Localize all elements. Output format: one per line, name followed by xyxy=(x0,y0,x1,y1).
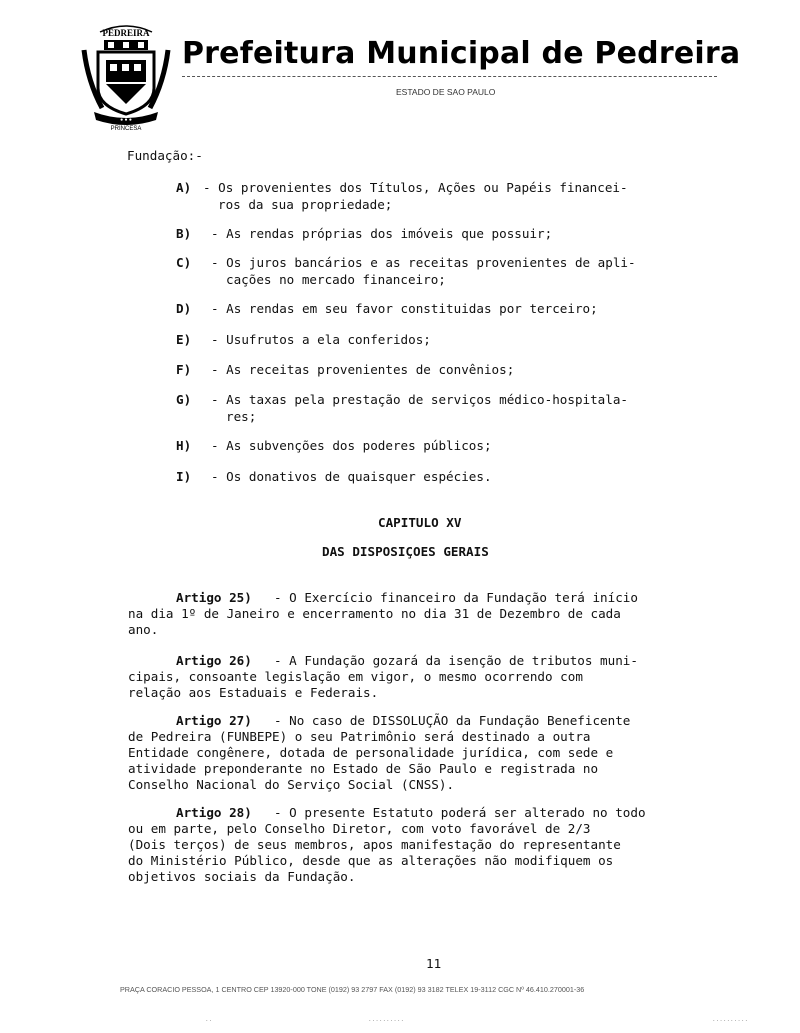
item-letter: E) xyxy=(176,332,192,347)
article-label: Artigo 27) xyxy=(176,713,252,728)
svg-text:● ● ●: ● ● ● xyxy=(120,117,132,123)
article-text: cipais, consoante legislação em vigor, o mesmo ocorrendo com xyxy=(128,669,583,684)
article-text: Conselho Nacional do Serviço Social (CNSS). xyxy=(128,777,455,792)
item-text: res; xyxy=(226,409,257,424)
header-divider xyxy=(182,76,717,77)
article-text: ou em parte, pelo Conselho Diretor, com voto favorável de 2/3 xyxy=(128,821,591,836)
article-text: na dia 1º de Janeiro e encerramento no dia 31 de Dezembro de cada xyxy=(128,606,621,621)
article-label: Artigo 28) xyxy=(176,805,252,820)
scan-mark: .......... xyxy=(712,1016,749,1023)
scan-mark: .. xyxy=(205,1016,213,1023)
item-text: - Os provenientes dos Títulos, Ações ou Papéis financei- xyxy=(203,180,628,195)
item-text: - As subvenções dos poderes públicos; xyxy=(211,438,492,453)
item-letter: B) xyxy=(176,226,192,241)
article-text: ano. xyxy=(128,622,159,637)
item-letter: G) xyxy=(176,392,192,407)
municipal-crest-icon xyxy=(80,22,172,132)
item-letter: D) xyxy=(176,301,192,316)
article-label: Artigo 26) xyxy=(176,653,252,668)
item-letter: C) xyxy=(176,255,192,270)
item-text: - Os donativos de quaisquer espécies. xyxy=(211,469,492,484)
article-text: - O Exercício financeiro da Fundação terá início xyxy=(274,590,638,605)
item-text: - Os juros bancários e as receitas provenientes de apli- xyxy=(211,255,636,270)
article-text: do Ministério Público, desde que as alterações não modifiquem os xyxy=(128,853,614,868)
page-number: 11 xyxy=(426,956,442,971)
article-text: atividade preponderante no Estado de São Paulo e registrada no xyxy=(128,761,599,776)
item-letter: A) xyxy=(176,180,192,195)
item-letter: I) xyxy=(176,469,192,484)
state-subtitle: ESTADO DE SAO PAULO xyxy=(396,87,496,97)
scan-mark: .......... xyxy=(368,1016,405,1023)
crest-motto: PEDREIRA xyxy=(102,28,150,38)
article-text: (Dois terços) de seus membros, apos manifestação do representante xyxy=(128,837,621,852)
page-title: Prefeitura Municipal de Pedreira xyxy=(182,36,741,71)
intro-text: Fundação:- xyxy=(127,148,203,163)
crest-banner: PRINCESA xyxy=(110,126,142,132)
item-text: cações no mercado financeiro; xyxy=(226,272,446,287)
article-text: Entidade congênere, dotada de personalidade jurídica, com sede e xyxy=(128,745,614,760)
item-letter: H) xyxy=(176,438,192,453)
item-text: - As rendas em seu favor constituidas por terceiro; xyxy=(211,301,598,316)
item-text: ros da sua propriedade; xyxy=(218,197,393,212)
article-text: relação aos Estaduais e Federais. xyxy=(128,685,379,700)
item-letter: F) xyxy=(176,362,192,377)
article-text: - A Fundação gozará da isenção de tributos muni- xyxy=(274,653,638,668)
footer-address: PRAÇA CORACIO PESSOA, 1 CENTRO CEP 13920-000 TONE (0192) 93 2797 FAX (0192) 93 3182 TELEX 19-3112 CGC Nº 46.410.270001-36 xyxy=(120,985,585,994)
article-label: Artigo 25) xyxy=(176,590,252,605)
article-text: objetivos sociais da Fundação. xyxy=(128,869,356,884)
item-text: - As rendas próprias dos imóveis que possuir; xyxy=(211,226,553,241)
item-text: - Usufrutos a ela conferidos; xyxy=(211,332,431,347)
item-text: - As receitas provenientes de convênios; xyxy=(211,362,515,377)
chapter-heading: CAPITULO XV xyxy=(378,515,462,530)
chapter-title: DAS DISPOSIÇOES GERAIS xyxy=(322,544,489,559)
article-text: - O presente Estatuto poderá ser alterado no todo xyxy=(274,805,646,820)
article-text: - No caso de DISSOLUÇÃO da Fundação Beneficente xyxy=(274,713,631,728)
item-text: - As taxas pela prestação de serviços médico-hospitala- xyxy=(211,392,629,407)
article-text: de Pedreira (FUNBEPE) o seu Patrimônio será destinado a outra xyxy=(128,729,591,744)
